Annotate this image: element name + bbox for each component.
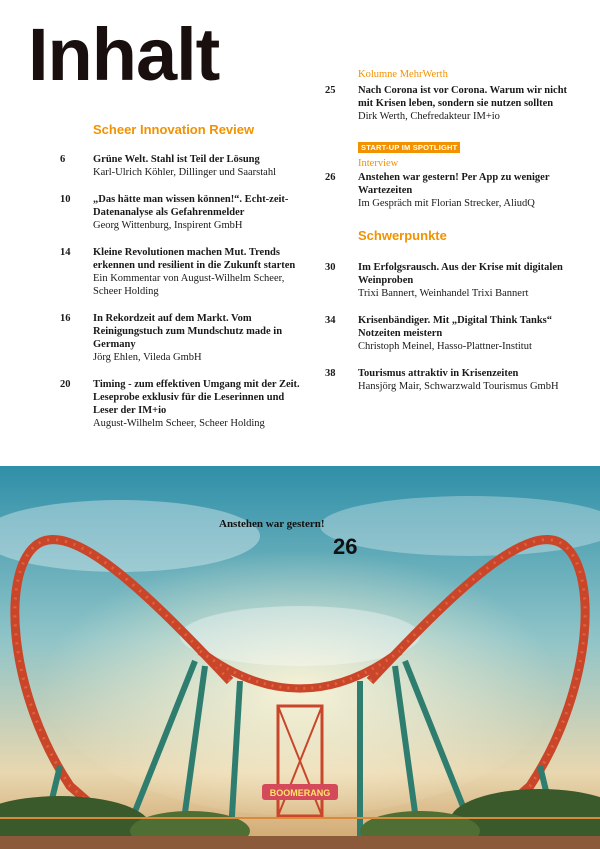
toc-entry[interactable] <box>325 261 575 300</box>
entry-author: Hansjörg Mair, Schwarzwald Tourismus GmbH <box>358 381 559 392</box>
left-column <box>60 122 300 444</box>
entry-author: August-Wilhelm Scheer, Scheer Holding <box>93 418 265 429</box>
entry-author: Christoph Meinel, Hasso-Plattner-Institut <box>358 341 532 352</box>
page-number: 25 <box>325 85 336 96</box>
page-number: 10 <box>60 194 71 205</box>
toc-entry[interactable] <box>60 153 300 179</box>
entry-title: Nach Corona ist vor Corona. Warum wir nicht mit Krisen leben, sondern sie nutzen sollten <box>358 85 568 109</box>
spotlight-badge: START-UP IM SPOTLIGHT <box>358 142 460 153</box>
kolumne-label: Kolumne MehrWerth <box>358 69 448 80</box>
toc-entry[interactable] <box>325 367 575 393</box>
page-number: 34 <box>325 315 336 326</box>
photo-page-number: 26 <box>333 534 358 559</box>
entry-author: Karl-Ulrich Köhler, Dillinger und Saarstahl <box>93 167 276 178</box>
entry-author: Trixi Bannert, Weinhandel Trixi Bannert <box>358 288 529 299</box>
interview-label: Interview <box>358 158 399 169</box>
page-number: 26 <box>325 172 336 183</box>
entry-author: Dirk Werth, Chefredakteur IM+io <box>358 111 500 122</box>
toc-entry[interactable] <box>60 193 300 232</box>
photo-caption: Anstehen war gestern! <box>219 518 325 530</box>
page-number: 14 <box>60 247 71 258</box>
toc-entry[interactable] <box>60 312 300 364</box>
page-title: Inhalt <box>28 13 220 96</box>
entry-title: Anstehen war gestern! Per App zu weniger Wartezeiten <box>358 172 550 196</box>
toc-entry[interactable] <box>325 84 575 123</box>
entry-title: Tourismus attraktiv in Krisenzeiten <box>358 368 519 379</box>
page-number: 30 <box>325 262 336 273</box>
entry-author: Georg Wittenburg, Inspirent GmbH <box>93 220 243 231</box>
page-number: 6 <box>60 154 66 165</box>
entry-title: Grüne Welt. Stahl ist Teil der Lösung <box>93 154 260 165</box>
entry-title: Timing - zum effektiven Umgang mit der Zeit. Leseprobe exklusiv für die Leserinnen und Leser der IM+io <box>93 379 300 416</box>
page-number: 38 <box>325 368 336 379</box>
entry-title: Kleine Revolutionen machen Mut. Trends erkennen und resilient in die Zukunft starten <box>93 247 296 271</box>
page-number: 20 <box>60 379 71 390</box>
entry-title: Im Erfolgsrausch. Aus der Krise mit digitalen Weinproben <box>358 262 563 286</box>
entry-title: „Das hätte man wissen können!“. Echt-zeit-Datenanalyse als Gefahrenmelder <box>93 194 289 218</box>
toc-entry[interactable] <box>60 246 300 298</box>
entry-author: Ein Kommentar von August-Wilhelm Scheer, Scheer Holding <box>93 273 285 297</box>
section-heading-review: Scheer Innovation Review <box>93 122 255 137</box>
toc-entry[interactable] <box>325 314 575 353</box>
toc-entry[interactable] <box>60 378 300 430</box>
entry-title: Krisenbändiger. Mit „Digital Think Tanks“ Notzeiten meistern <box>358 315 553 339</box>
entry-author: Im Gespräch mit Florian Strecker, AliudQ <box>358 198 535 209</box>
right-column <box>325 68 575 407</box>
entry-author: Jörg Ehlen, Vileda GmbH <box>93 352 202 363</box>
entry-title: In Rekordzeit auf dem Markt. Vom Reinigungstuch zum Mundschutz made in Germany <box>93 313 283 350</box>
page-number: 16 <box>60 313 71 324</box>
toc-entry[interactable] <box>325 171 575 210</box>
section-heading-schwerpunkte: Schwerpunkte <box>358 228 447 243</box>
ride-sign: BOOMERANG <box>269 788 331 798</box>
